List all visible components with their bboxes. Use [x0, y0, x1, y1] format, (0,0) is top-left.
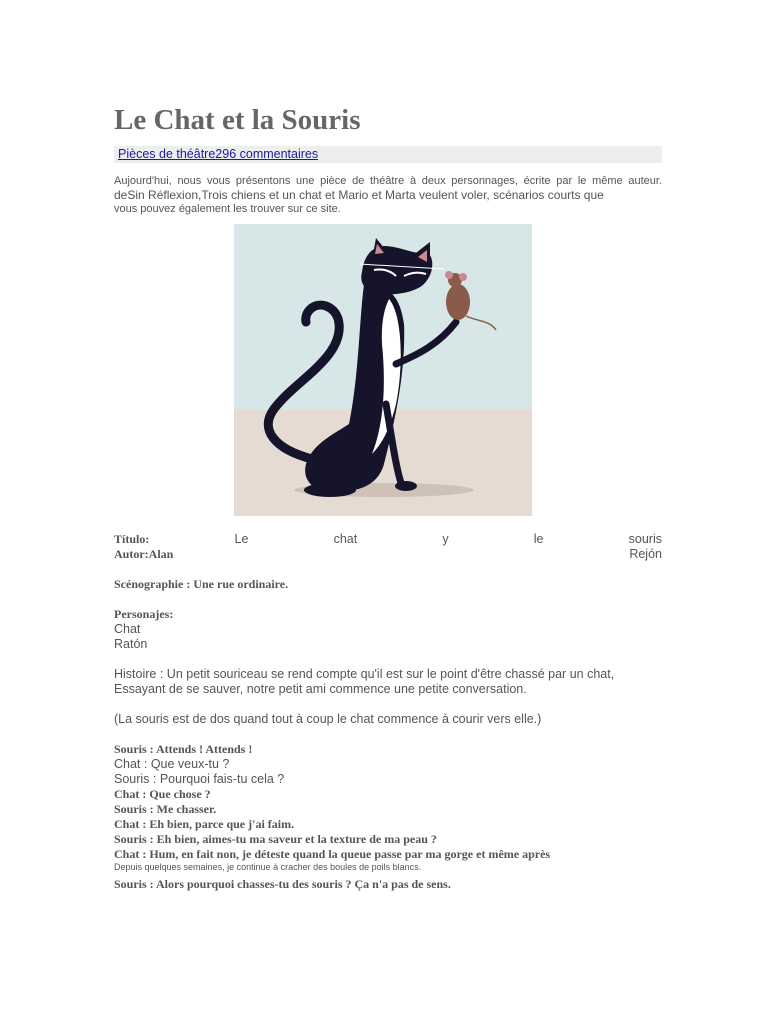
- cat-and-mouse-illustration: [234, 224, 532, 516]
- dialogue-line: Souris : Alors pourquoi chasses-tu des souris ? Ça n'a pas de sens.: [114, 877, 451, 891]
- dialogue-line: Chat : Hum, en fait non, je déteste quand la queue passe par ma gorge et même après: [114, 847, 551, 861]
- titulo-word: y: [442, 532, 449, 546]
- dialogue-line: Souris : Me chasser.: [114, 802, 217, 816]
- intro-line: vous pouvez également les trouver sur ce site.: [114, 203, 341, 215]
- story-line: Essayant de se sauver, notre petit ami commence une petite conversation.: [114, 682, 527, 696]
- titulo-word: chat: [333, 532, 358, 546]
- autor-value: Rejón: [629, 547, 662, 561]
- dialogue-line: Chat : Que chose ?: [114, 787, 211, 801]
- intro-line: deSin Réflexion,Trois chiens et un chat et Mario et Marta veulent voler, scénarios courts que: [114, 188, 604, 202]
- stage-direction: (La souris est de dos quand tout à coup le chat commence à courir vers elle.): [114, 712, 542, 726]
- dialogue: [114, 742, 662, 892]
- character-name: Ratón: [114, 637, 148, 651]
- dialogue-small-line: Depuis quelques semaines, je continue à cracher des boules de poils blancs.: [114, 862, 422, 872]
- titulo-word: Le: [234, 532, 249, 546]
- intro-paragraph: [114, 174, 662, 216]
- dialogue-line: Souris : Eh bien, aimes-tu ma saveur et la texture de ma peau ?: [114, 832, 437, 846]
- article: [114, 100, 662, 892]
- intro-line: Aujourd'hui, nous vous présentons une pièce de théâtre à deux personnages, écrite par le même auteur.: [114, 175, 662, 187]
- story-line: Histoire : Un petit souriceau se rend compte qu'il est sur le point d'être chassé par un chat,: [114, 667, 615, 681]
- titulo-word: le: [533, 532, 544, 546]
- category-link[interactable]: Pièces de théâtre: [118, 147, 216, 161]
- dialogue-line: Chat : Eh bien, parce que j'ai faim.: [114, 817, 295, 831]
- post-meta-bar: [114, 146, 662, 163]
- titulo-word: souris: [628, 532, 662, 546]
- titulo-row: [114, 532, 662, 547]
- dialogue-line: Souris : Pourquoi fais-tu cela ?: [114, 772, 285, 786]
- characters-block: [114, 607, 662, 652]
- article-title: Le Chat et la Souris: [114, 104, 361, 136]
- character-name: Chat: [114, 622, 141, 636]
- story-block: [114, 667, 662, 697]
- personajes-label: Personajes:: [114, 607, 174, 621]
- scenography: Scénographie : Une rue ordinaire.: [114, 577, 289, 591]
- dialogue-line: Chat : Que veux-tu ?: [114, 757, 230, 771]
- dialogue-line: Souris : Attends ! Attends !: [114, 742, 253, 756]
- autor-label: Autor:Alan: [114, 547, 174, 561]
- comments-link[interactable]: 296 commentaires: [215, 147, 319, 161]
- autor-row: [114, 547, 662, 562]
- credits: [114, 532, 662, 562]
- titulo-label: Título:: [114, 532, 150, 546]
